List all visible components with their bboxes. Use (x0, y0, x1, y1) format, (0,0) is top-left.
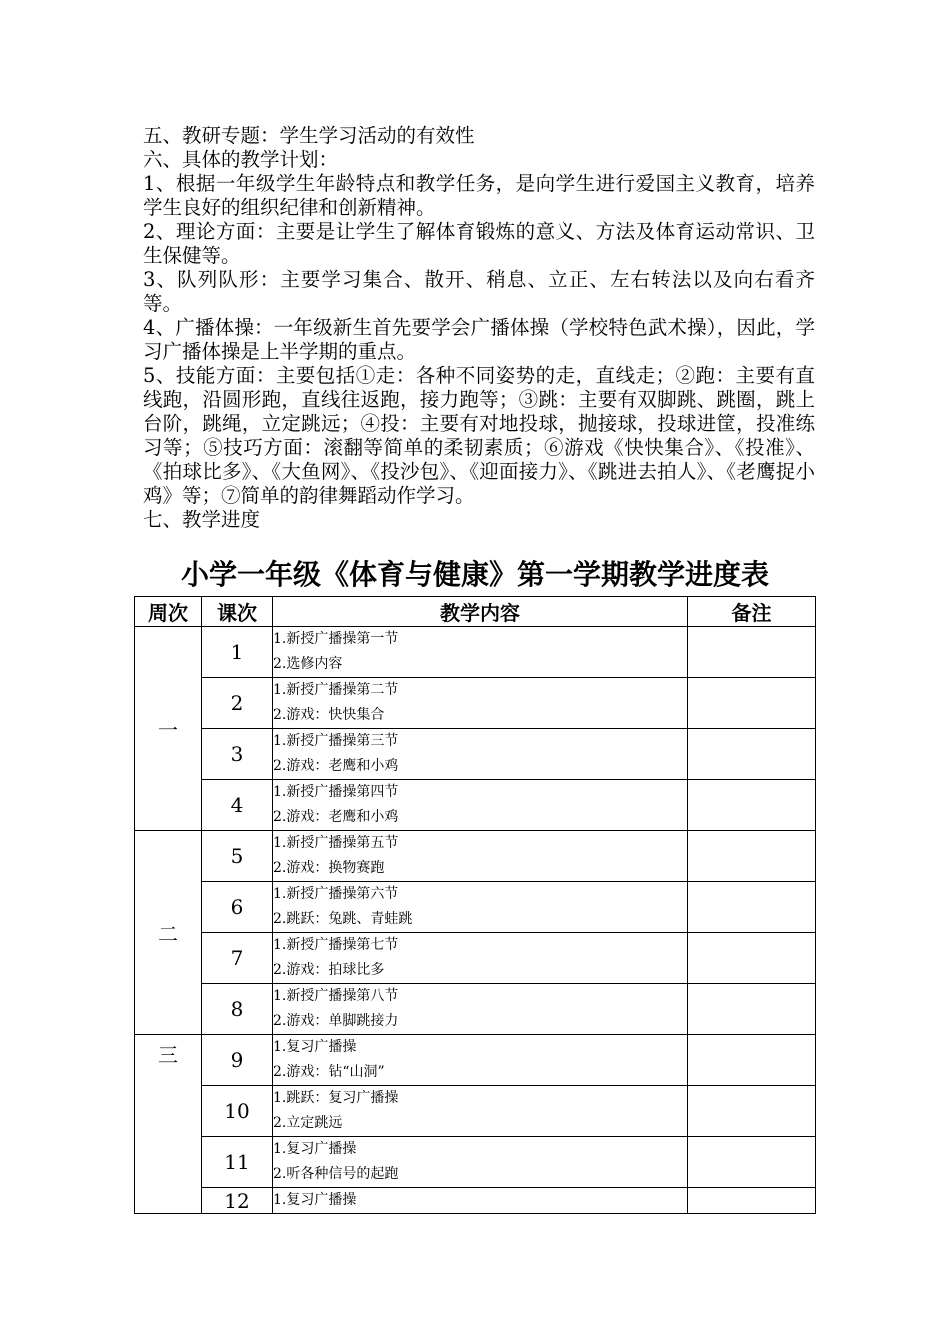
lesson-number: 2 (202, 678, 273, 729)
table-row (135, 933, 816, 984)
content-line: 2.立定跳远 (273, 1115, 343, 1131)
table-row (135, 729, 816, 780)
note-cell (688, 1035, 816, 1086)
content-line: 1.复习广播操 (273, 1039, 357, 1055)
table-row (135, 678, 816, 729)
table-row (135, 882, 816, 933)
content-line: 1.新授广播操第二节 (273, 682, 399, 698)
content-line: 1.新授广播操第四节 (273, 784, 399, 800)
lesson-content (273, 678, 688, 729)
table-row (135, 1137, 816, 1188)
plan-item-1: 1、根据一年级学生年龄特点和教学任务，是向学生进行爱国主义教育，培养学生良好的组织纪律和创新精神。 (143, 172, 815, 219)
note-cell (688, 882, 816, 933)
note-cell (688, 780, 816, 831)
content-line: 1.新授广播操第一节 (273, 631, 399, 647)
plan-item-2: 2、理论方面：主要是让学生了解体育锻炼的意义、方法及体育运动常识、卫生保健等。 (143, 220, 815, 267)
content-line: 2.游戏：换物赛跑 (273, 860, 385, 876)
table-row (135, 627, 816, 678)
content-line: 2.游戏：老鹰和小鸡 (273, 758, 399, 774)
lesson-content (273, 1086, 688, 1137)
plan-item-5: 5、技能方面：主要包括①走：各种不同姿势的走，直线走；②跑：主要有直线跑，沿圆形跑，直线往返跑，接力跑等；③跳：主要有双脚跳、跳圈，跳上台阶，跳绳，立定跳远；④投：主要有对地投球，抛接球，投球进筐，投准练习等；⑤技巧方面：滚翻等简单的柔韧素质；⑥游戏《快快集合》、《投准》、《拍球比多》、《大鱼网》、《投沙包》、《迎面接力》、《跳进去拍人》、《老鹰捉小鸡》等；⑦简单的韵律舞蹈动作学习。 (143, 364, 815, 507)
note-cell (688, 1086, 816, 1137)
plan-item-4: 4、广播体操：一年级新生首先要学会广播体操（学校特色武术操），因此，学习广播体操是上半学期的重点。 (143, 316, 815, 363)
lesson-content (273, 1035, 688, 1086)
content-line: 1.新授广播操第六节 (273, 886, 399, 902)
lesson-number: 9 (202, 1035, 273, 1086)
content-line: 2.游戏：单脚跳接力 (273, 1013, 399, 1029)
lesson-number: 11 (202, 1137, 273, 1188)
lesson-content (273, 882, 688, 933)
table-row (135, 1035, 816, 1086)
header-content: 教学内容 (273, 597, 688, 627)
note-cell (688, 729, 816, 780)
content-line: 2.游戏：钻“山洞” (273, 1064, 385, 1080)
header-lesson: 课次 (202, 597, 273, 627)
lesson-number: 6 (202, 882, 273, 933)
content-line: 1.跳跃：复习广播操 (273, 1090, 399, 1106)
note-cell (688, 984, 816, 1035)
lesson-content (273, 933, 688, 984)
table-row (135, 1188, 816, 1214)
note-cell (688, 831, 816, 882)
lesson-number: 4 (202, 780, 273, 831)
heading-teaching-plan: 六、具体的教学计划： (143, 148, 339, 171)
note-cell (688, 1137, 816, 1188)
schedule-table (134, 596, 816, 1214)
content-line: 2.跳跃：兔跳、青蛙跳 (273, 911, 413, 927)
content-line: 1.新授广播操第三节 (273, 733, 399, 749)
table-row (135, 1086, 816, 1137)
content-line: 1.新授广播操第七节 (273, 937, 399, 953)
lesson-number: 10 (202, 1086, 273, 1137)
note-cell (688, 678, 816, 729)
table-row (135, 984, 816, 1035)
lesson-number: 5 (202, 831, 273, 882)
table-row (135, 831, 816, 882)
content-line: 2.选修内容 (273, 656, 343, 672)
lesson-content (273, 729, 688, 780)
note-cell (688, 933, 816, 984)
week-cell: 一 (135, 627, 202, 831)
content-line: 2.听各种信号的起跑 (273, 1166, 399, 1182)
note-cell (688, 627, 816, 678)
plan-item-3: 3、队列队形：主要学习集合、散开、稍息、立正、左右转法以及向右看齐等。 (143, 268, 815, 315)
note-cell (688, 1188, 816, 1214)
lesson-content (273, 1188, 688, 1214)
content-line: 2.游戏：拍球比多 (273, 962, 385, 978)
table-header-row (135, 597, 816, 627)
lesson-number: 12 (202, 1188, 273, 1214)
lesson-number: 7 (202, 933, 273, 984)
content-line: 1.新授广播操第五节 (273, 835, 399, 851)
content-line: 1.复习广播操 (273, 1192, 357, 1208)
lesson-content (273, 984, 688, 1035)
content-line: 1.新授广播操第八节 (273, 988, 399, 1004)
header-note: 备注 (688, 597, 816, 627)
content-line: 2.游戏：老鹰和小鸡 (273, 809, 399, 825)
body-text (143, 124, 815, 532)
table-row (135, 780, 816, 831)
lesson-number: 3 (202, 729, 273, 780)
heading-teaching-progress: 七、教学进度 (143, 508, 261, 531)
header-week: 周次 (135, 597, 202, 627)
lesson-number: 1 (202, 627, 273, 678)
heading-research-topic: 五、教研专题：学生学习活动的有效性 (143, 124, 475, 147)
table-title: 小学一年级《体育与健康》第一学期教学进度表 (180, 558, 769, 591)
lesson-content (273, 780, 688, 831)
content-line: 2.游戏：快快集合 (273, 707, 385, 723)
week-cell: 二 (135, 831, 202, 1035)
lesson-content (273, 627, 688, 678)
lesson-number: 8 (202, 984, 273, 1035)
lesson-content (273, 1137, 688, 1188)
week-cell: 三 (135, 1035, 202, 1214)
content-line: 1.复习广播操 (273, 1141, 357, 1157)
lesson-content (273, 831, 688, 882)
